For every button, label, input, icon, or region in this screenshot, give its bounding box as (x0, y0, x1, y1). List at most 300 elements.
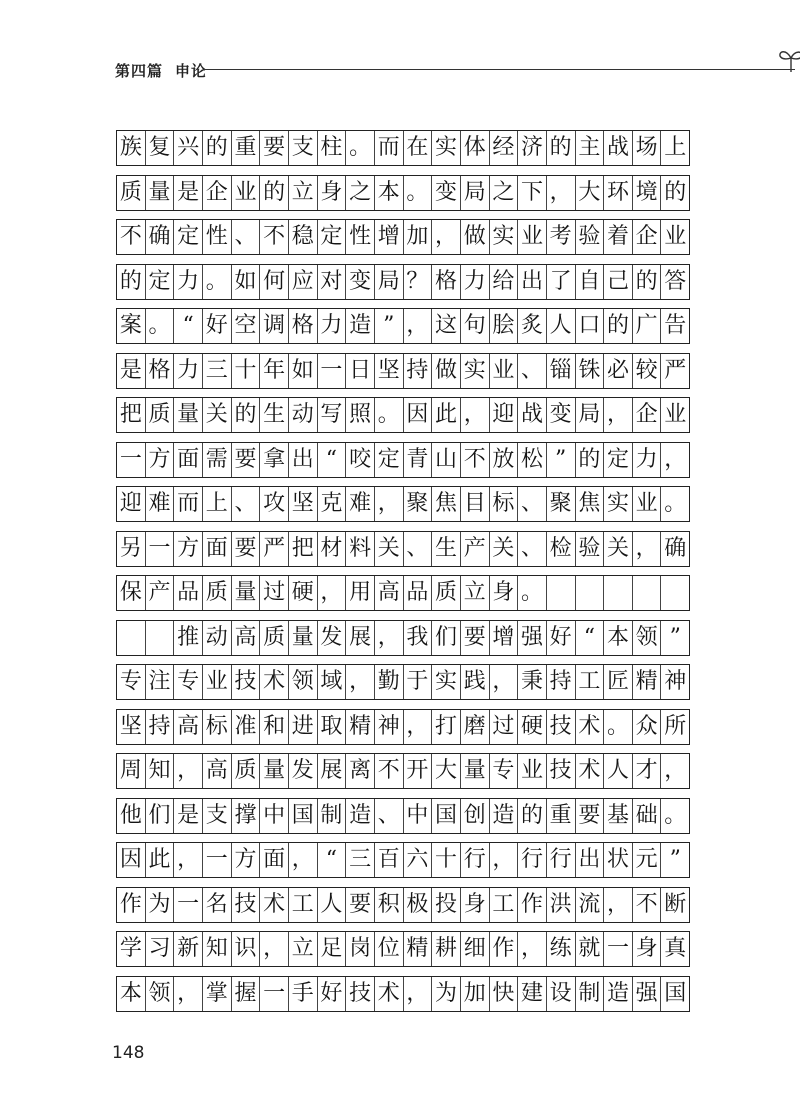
grid-cell: ？ (404, 265, 433, 299)
grid-cell: 。 (346, 131, 375, 165)
grid-cell: 工 (576, 665, 605, 699)
grid-cell: 这 (432, 309, 461, 343)
grid-cell: 础 (633, 799, 662, 833)
grid-cell: 量 (461, 754, 490, 788)
grid-cell: 作 (117, 888, 146, 922)
grid-row (116, 531, 690, 567)
grid-cell: 、 (518, 487, 547, 521)
grid-cell: “ (576, 621, 605, 655)
grid-cell: 面 (203, 532, 232, 566)
grid-cell: 。 (203, 265, 232, 299)
grid-cell: 术 (576, 710, 605, 744)
grid-cell: 的 (576, 443, 605, 477)
grid-cell: 而 (174, 487, 203, 521)
grid-cell: 族 (117, 131, 146, 165)
grid-cell: 、 (518, 532, 547, 566)
grid-cell: 践 (461, 665, 490, 699)
grid-cell: 学 (117, 932, 146, 966)
grid-cell: 句 (461, 309, 490, 343)
grid-cell: 力 (633, 443, 662, 477)
grid-cell: 持 (404, 354, 433, 388)
grid-cell: 我 (404, 621, 433, 655)
grid-cell: 场 (633, 131, 662, 165)
grid-cell (547, 576, 576, 610)
grid-cell: 造 (346, 799, 375, 833)
grid-cell: 上 (203, 487, 232, 521)
grid-cell: ， (174, 977, 203, 1011)
grid-cell: 经 (490, 131, 519, 165)
grid-cell: 质 (232, 754, 261, 788)
grid-cell: 知 (146, 754, 175, 788)
grid-cell: 焦 (576, 487, 605, 521)
grid-cell: 发 (318, 621, 347, 655)
grid-cell: 国 (289, 799, 318, 833)
grid-cell: 出 (576, 843, 605, 877)
grid-cell: 要 (346, 888, 375, 922)
grid-cell: 质 (203, 576, 232, 610)
grid-cell: 持 (146, 710, 175, 744)
grid-cell: 稳 (289, 220, 318, 254)
grid-cell: 好 (203, 309, 232, 343)
grid-cell: 不 (375, 754, 404, 788)
grid-cell: 定 (375, 443, 404, 477)
grid-cell: 如 (289, 354, 318, 388)
grid-cell (576, 576, 605, 610)
grid-cell: 难 (346, 487, 375, 521)
grid-cell: 他 (117, 799, 146, 833)
grid-cell: 脍 (490, 309, 519, 343)
grid-cell: 案 (117, 309, 146, 343)
grid-cell: 要 (232, 532, 261, 566)
grid-cell: 是 (117, 354, 146, 388)
grid-cell: 投 (432, 888, 461, 922)
grid-cell: 面 (174, 443, 203, 477)
grid-cell: 人 (604, 754, 633, 788)
grid-cell: 不 (260, 220, 289, 254)
grid-cell: 。 (375, 398, 404, 432)
grid-cell: ， (490, 843, 519, 877)
grid-cell: 实 (432, 665, 461, 699)
grid-cell: 技 (547, 710, 576, 744)
grid-cell: 百 (375, 843, 404, 877)
grid-cell: 产 (461, 532, 490, 566)
grid-cell: 重 (232, 131, 261, 165)
grid-cell: 术 (576, 754, 605, 788)
grid-cell: 实 (490, 220, 519, 254)
grid-cell: 之 (346, 176, 375, 210)
grid-cell: 位 (375, 932, 404, 966)
grid-cell: 用 (346, 576, 375, 610)
grid-cell: 动 (203, 621, 232, 655)
grid-cell: ， (404, 309, 433, 343)
grid-cell: 众 (633, 710, 662, 744)
grid-cell: 较 (633, 354, 662, 388)
grid-cell: 业 (490, 354, 519, 388)
grid-cell (117, 621, 146, 655)
grid-cell: 锱 (547, 354, 576, 388)
grid-cell: 于 (404, 665, 433, 699)
grid-cell: 定 (174, 220, 203, 254)
grid-cell: 对 (318, 265, 347, 299)
grid-cell: 定 (146, 265, 175, 299)
grid-cell: 秉 (518, 665, 547, 699)
grid-cell: 们 (146, 799, 175, 833)
grid-cell: ， (461, 398, 490, 432)
grid-cell: ， (547, 176, 576, 210)
grid-cell: 业 (232, 176, 261, 210)
grid-cell: 身 (461, 888, 490, 922)
grid-cell: 柱 (318, 131, 347, 165)
grid-cell: 强 (518, 621, 547, 655)
grid-cell: 上 (664, 135, 687, 160)
grid-cell: 知 (203, 932, 232, 966)
grid-cell: 攻 (260, 487, 289, 521)
grid-cell: 实 (461, 354, 490, 388)
grid-cell: 体 (461, 131, 490, 165)
grid-cell: 确 (664, 535, 687, 561)
grid-cell: 元 (633, 843, 662, 877)
grid-cell: ， (432, 220, 461, 254)
grid-cell: 流 (576, 888, 605, 922)
grid-cell: ， (174, 843, 203, 877)
grid-cell: 身 (318, 176, 347, 210)
grid-cell: 本 (117, 977, 146, 1011)
grid-cell: 坚 (375, 354, 404, 388)
grid-cell: 局 (461, 176, 490, 210)
grid-row (116, 709, 690, 745)
grid-cell: 展 (318, 754, 347, 788)
grid-cell: 高 (375, 576, 404, 610)
grid-cell: 聚 (404, 487, 433, 521)
grid-row (116, 130, 690, 166)
page-header (115, 60, 695, 84)
grid-cell: 领 (289, 665, 318, 699)
grid-cell: 技 (232, 665, 261, 699)
grid-cell: 山 (432, 443, 461, 477)
grid-cell (633, 576, 662, 610)
grid-cell: 写 (318, 398, 347, 432)
grid-cell: 必 (604, 354, 633, 388)
grid-cell: 咬 (346, 443, 375, 477)
grid-cell: 支 (203, 799, 232, 833)
grid-cell: 不 (461, 443, 490, 477)
grid-cell: ， (490, 665, 519, 699)
grid-cell: ， (174, 754, 203, 788)
grid-cell: 格 (146, 354, 175, 388)
grid-cell: 量 (146, 176, 175, 210)
grid-cell: 硬 (289, 576, 318, 610)
grid-cell: 术 (375, 977, 404, 1011)
grid-cell: 大 (576, 176, 605, 210)
grid-cell (146, 621, 175, 655)
grid-cell: “ (318, 843, 347, 877)
grid-cell: 另 (117, 532, 146, 566)
grid-cell: “ (174, 309, 203, 343)
grid-cell: 业 (518, 220, 547, 254)
grid-cell: 的 (117, 265, 146, 299)
grid-cell: 握 (232, 977, 261, 1011)
grid-cell: 术 (260, 888, 289, 922)
grid-cell: 要 (232, 443, 261, 477)
grid-cell: 重 (547, 799, 576, 833)
grid-cell: 作 (490, 932, 519, 966)
grid-cell: 目 (461, 487, 490, 521)
grid-cell: “ (318, 443, 347, 477)
grid-cell: 做 (461, 220, 490, 254)
grid-cell: 质 (117, 176, 146, 210)
grid-cell: 、 (232, 220, 261, 254)
grid-row (116, 575, 690, 611)
grid-cell: 领 (146, 977, 175, 1011)
grid-cell: 要 (461, 621, 490, 655)
grid-cell: ， (604, 888, 633, 922)
grid-cell: 的 (664, 179, 687, 205)
grid-cell: 离 (346, 754, 375, 788)
grid-cell: 身 (490, 576, 519, 610)
grid-cell: 三 (203, 354, 232, 388)
grid-cell: 术 (260, 665, 289, 699)
grid-cell: 掌 (203, 977, 232, 1011)
grid-cell: ， (518, 932, 547, 966)
grid-cell: 领 (633, 621, 662, 655)
grid-cell: 标 (203, 710, 232, 744)
grid-cell: 神 (664, 669, 687, 694)
grid-cell: 、 (375, 799, 404, 833)
grid-cell: 域 (318, 665, 347, 699)
grid-cell: 神 (375, 710, 404, 744)
grid-cell: 持 (547, 665, 576, 699)
grid-cell: 严 (260, 532, 289, 566)
sprout-icon (777, 46, 800, 72)
grid-cell: 坚 (289, 487, 318, 521)
grid-cell: 中 (404, 799, 433, 833)
grid-cell: 、 (404, 532, 433, 566)
grid-cell: 聚 (547, 487, 576, 521)
grid-cell: 格 (432, 265, 461, 299)
grid-cell: 断 (664, 891, 687, 917)
grid-cell: 为 (432, 977, 461, 1011)
grid-cell: 定 (318, 220, 347, 254)
grid-cell: 材 (318, 532, 347, 566)
grid-cell: 工 (490, 888, 519, 922)
grid-cell: ， (604, 398, 633, 432)
grid-cell: 力 (318, 309, 347, 343)
grid-cell: 济 (518, 131, 547, 165)
grid-cell: 量 (289, 621, 318, 655)
grid-cell: 关 (203, 398, 232, 432)
grid-cell: 关 (604, 532, 633, 566)
grid-cell: 难 (146, 487, 175, 521)
grid-cell: 。 (518, 576, 547, 610)
grid-cell: 大 (432, 754, 461, 788)
grid-cell: ” (669, 847, 681, 872)
grid-cell: 造 (604, 977, 633, 1011)
grid-cell: 品 (174, 576, 203, 610)
grid-cell: 质 (146, 398, 175, 432)
grid-cell: 局 (375, 265, 404, 299)
grid-cell: ， (664, 446, 687, 472)
grid-cell: 的 (518, 799, 547, 833)
grid-cell: 把 (117, 398, 146, 432)
grid-cell: 口 (576, 309, 605, 343)
header-title (115, 60, 207, 81)
grid-row (116, 264, 690, 300)
grid-cell: 一 (260, 977, 289, 1011)
grid-row (116, 486, 690, 522)
grid-cell: 极 (404, 888, 433, 922)
grid-cell: 需 (203, 443, 232, 477)
page-number: 148 (112, 1043, 145, 1063)
grid-cell: 业 (203, 665, 232, 699)
grid-cell: 洪 (547, 888, 576, 922)
grid-row (116, 887, 690, 923)
grid-row (116, 664, 690, 700)
grid-cell: 所 (664, 713, 687, 739)
grid-cell: 定 (604, 443, 633, 477)
header-section: 申论 (175, 62, 208, 80)
grid-cell: 业 (633, 487, 662, 521)
grid-cell: 习 (146, 932, 175, 966)
grid-cell: 保 (117, 576, 146, 610)
grid-cell: 业 (518, 754, 547, 788)
grid-cell: 是 (174, 799, 203, 833)
grid-cell: 验 (576, 220, 605, 254)
grid-cell: 给 (490, 265, 519, 299)
grid-cell: 境 (633, 176, 662, 210)
grid-cell: 的 (604, 309, 633, 343)
grid-cell: 考 (547, 220, 576, 254)
grid-cell: 局 (576, 398, 605, 432)
grid-row (116, 442, 690, 478)
grid-cell: 青 (404, 443, 433, 477)
grid-cell: 加 (404, 220, 433, 254)
grid-cell: 建 (518, 977, 547, 1011)
grid-cell: 制 (576, 977, 605, 1011)
grid-row (116, 308, 690, 344)
grid-cell: 量 (174, 398, 203, 432)
grid-cell: 的 (633, 265, 662, 299)
grid-cell: 兴 (174, 131, 203, 165)
grid-row (116, 976, 690, 1012)
grid-cell: 基 (604, 799, 633, 833)
grid-cell: 的 (260, 176, 289, 210)
grid-cell: 企 (633, 220, 662, 254)
grid-cell: 业 (664, 224, 687, 249)
grid-cell: 强 (633, 977, 662, 1011)
grid-cell: 变 (346, 265, 375, 299)
grid-cell: 下 (518, 176, 547, 210)
grid-cell: 是 (174, 176, 203, 210)
grid-cell: 要 (576, 799, 605, 833)
grid-cell: 取 (318, 710, 347, 744)
grid-cell: 拿 (260, 443, 289, 477)
grid-cell: 制 (318, 799, 347, 833)
grid-cell: 出 (289, 443, 318, 477)
grid-cell: 企 (633, 398, 662, 432)
grid-cell: 力 (174, 354, 203, 388)
grid-cell: 本 (375, 176, 404, 210)
grid-cell: 行 (547, 843, 576, 877)
grid-cell: 高 (203, 754, 232, 788)
grid-cell: 量 (232, 576, 261, 610)
grid-cell: 。 (604, 710, 633, 744)
grid-cell: 标 (490, 487, 519, 521)
grid-row (116, 931, 690, 967)
header-rule (203, 69, 795, 70)
grid-cell: 方 (232, 843, 261, 877)
grid-cell: 开 (404, 754, 433, 788)
grid-row (116, 798, 690, 834)
grid-cell: 识 (232, 932, 261, 966)
grid-cell: 因 (404, 398, 433, 432)
grid-cell: 而 (375, 131, 404, 165)
grid-cell: 品 (404, 576, 433, 610)
grid-cell: 展 (346, 621, 375, 655)
grid-cell: 精 (346, 710, 375, 744)
grid-cell: 要 (260, 131, 289, 165)
grid-cell: 设 (547, 977, 576, 1011)
grid-cell: 岗 (346, 932, 375, 966)
grid-cell: 性 (346, 220, 375, 254)
grid-cell: 照 (346, 398, 375, 432)
grid-cell: ， (260, 932, 289, 966)
grid-cell: 答 (664, 268, 687, 294)
grid-cell: 坚 (117, 710, 146, 744)
grid-cell: 练 (547, 932, 576, 966)
grid-cell: 立 (461, 576, 490, 610)
grid-cell: 三 (346, 843, 375, 877)
grid-cell: 一 (318, 354, 347, 388)
grid-cell: 严 (664, 357, 687, 383)
grid-cell: 国 (664, 980, 687, 1006)
grid-row (116, 753, 690, 789)
grid-cell: 行 (518, 843, 547, 877)
grid-cell: 状 (604, 843, 633, 877)
grid-cell: 实 (432, 131, 461, 165)
grid-cell: 注 (146, 665, 175, 699)
header-part: 第四篇 (115, 62, 164, 80)
grid-cell: 变 (432, 176, 461, 210)
grid-cell: ， (375, 487, 404, 521)
grid-cell: 业 (664, 402, 687, 427)
grid-cell: 不 (117, 220, 146, 254)
grid-cell: 变 (547, 398, 576, 432)
grid-cell: 支 (289, 131, 318, 165)
grid-cell: 调 (260, 309, 289, 343)
grid-cell: ” (669, 624, 681, 650)
grid-cell: 生 (260, 398, 289, 432)
grid-cell: 发 (289, 754, 318, 788)
grid-cell: 此 (432, 398, 461, 432)
grid-cell: 过 (490, 710, 519, 744)
grid-cell: 战 (518, 398, 547, 432)
grid-cell: ” (547, 443, 576, 477)
grid-cell: 。 (664, 491, 687, 516)
grid-cell: 应 (289, 265, 318, 299)
grid-cell: 在 (404, 131, 433, 165)
grid-cell: 企 (203, 176, 232, 210)
grid-cell: 放 (490, 443, 519, 477)
grid-cell: 炙 (518, 309, 547, 343)
grid-cell: 空 (232, 309, 261, 343)
grid-cell: 周 (117, 754, 146, 788)
grid-cell: 的 (203, 131, 232, 165)
grid-cell: 环 (604, 176, 633, 210)
essay-answer-grid (116, 130, 690, 1020)
grid-cell: 真 (664, 936, 687, 961)
grid-cell: 如 (232, 265, 261, 299)
grid-cell: 加 (461, 977, 490, 1011)
